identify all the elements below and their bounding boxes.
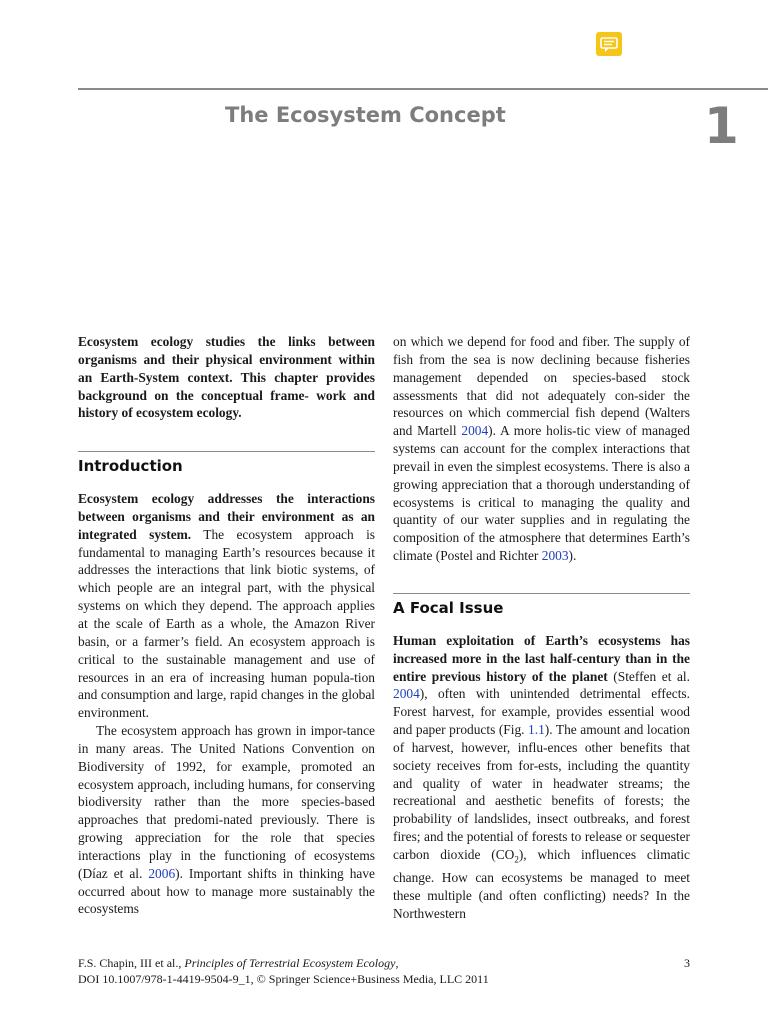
chapter-number: 1 <box>704 97 739 155</box>
citation-link[interactable]: 2004 <box>461 423 489 439</box>
focal-paragraph: Human exploitation of Earth’s ecosystems has increased more in the last half-century than in the entire previous history of the planet (Steffen et al. 2004), often with unintended detrimental effects. Forest harvest, for example, provides essential wood and paper products (Fig. 1.1). The amount and location of harvest, however, influ-ences other benefits that society receives from for-ests, including the quantity and quality of water in headwater streams; the recreational and aesthetic benefits of forests; the probability of landslides, insect outbreaks, and forest fires; and the potential of forests to release or sequester carbon dioxide $(CO_2)$, which influences climatic change. How can ecosystems be managed to meet these multiple (and often conflicting) needs? In the Northwestern <box>393 632 691 922</box>
footer-citation: F.S. Chapin, III et al., Principles of Terrestrial Ecosystem Ecology, <box>78 956 399 970</box>
section-title-focal-issue: A Focal Issue <box>393 598 504 617</box>
intro-paragraph-1: Ecosystem ecology addresses the interactions between organisms and their environment as an integrated system. The ecosystem approach is fundamental to managing Earth’s resources because it addresses the interactions that link biotic systems, of which people are an integral part, with the physical systems on which they depend. The approach applies at the scale of Earth as a whole, the Amazon River basin, or a farmer’s field. An ecosystem approach is critical to the sustainable management and use of resources in an era of increasing human popula-tion and consumption and large, rapid changes in the global environment. <box>78 491 376 721</box>
right-column <box>393 333 690 923</box>
intro-paragraph-2: The ecosystem approach has grown in impor-tance in many areas. The United Nations Convention on Biodiversity of 1992, for example, promoted an ecosystem approach, including humans, for conserving biodiversity rather than the more species-based approaches that predomi-nated previously. There is growing appreciation for the role that species interactions play in the functioning of ecosystems (Díaz et al. 2006). Important shifts in thinking have occurred about how to manage more sustainably the ecosystems <box>78 723 375 917</box>
page-footer <box>78 955 690 987</box>
footer-doi: DOI 10.1007/978-1-4419-9504-9_1, © Springer Science+Business Media, LLC 2011 <box>78 972 489 986</box>
intro-paragraph-continued: on which we depend for food and fiber. The supply of fish from the sea is now declining because fisheries management depended on species-based stock assessments that did not adequately con-sider the resources on which commercial fish depend (Walters and Martell 2004). A more holis-tic view of managed systems can account for the complex interactions that prevail in even the simplest ecosystems. There is also a growing appreciation that a thorough understanding of ecosystems is critical to managing the quality and quantity of our water supplies and in regulating the composition of the atmosphere that determines Earth’s climate (Postel and Richter 2003). <box>393 334 690 564</box>
citation-link[interactable]: 2003 <box>541 548 569 564</box>
figure-link[interactable]: 1.1 <box>528 722 545 738</box>
section-title-introduction: Introduction <box>78 457 183 476</box>
abstract: Ecosystem ecology studies the links between organisms and their physical environment within an Earth-System context. This chapter provides background on the conceptual frame- work and history of ecosystem ecology. <box>78 334 375 421</box>
section-rule <box>78 451 375 452</box>
comment-note-icon[interactable] <box>596 32 622 56</box>
left-column <box>78 333 375 918</box>
chapter-title: The Ecosystem Concept <box>225 103 506 127</box>
citation-link[interactable]: 2006 <box>148 865 176 881</box>
section-rule <box>393 593 690 594</box>
citation-link[interactable]: 2004 <box>393 686 420 702</box>
header-rule <box>78 88 768 90</box>
page-number: 3 <box>684 956 690 970</box>
